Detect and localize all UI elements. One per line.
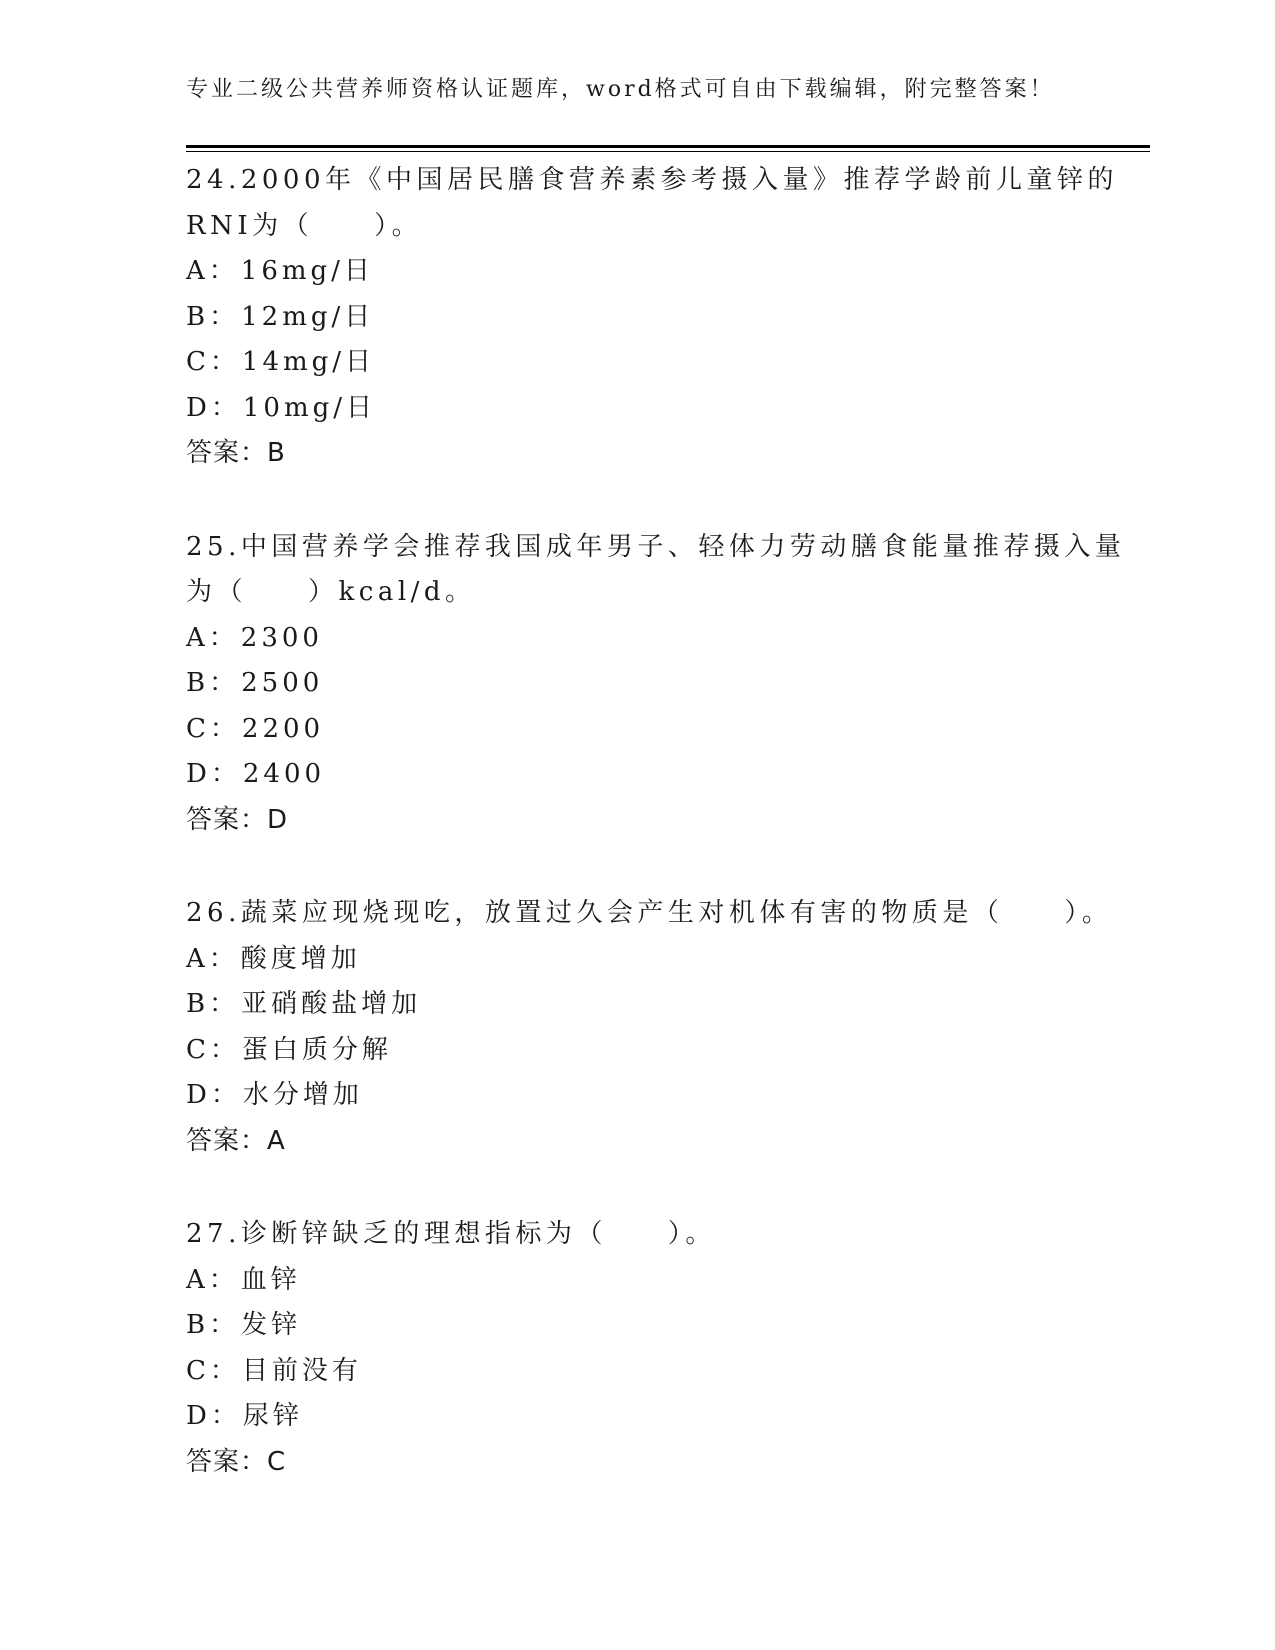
stem-line: 25.中国营养学会推荐我国成年男子、轻体力劳动膳食能量推荐摄入量 bbox=[186, 531, 1126, 562]
option-text: 酸度增加 bbox=[240, 943, 361, 974]
stem-line: 27.诊断锌缺乏的理想指标为（ ）。 bbox=[186, 1219, 716, 1249]
option-c bbox=[186, 340, 1106, 386]
option-text: 血锌 bbox=[240, 1264, 301, 1295]
option-letter: A： bbox=[186, 622, 239, 653]
question-stem bbox=[186, 891, 1113, 937]
option-letter: C： bbox=[186, 1034, 240, 1065]
option-b bbox=[186, 982, 1106, 1028]
option-text: 亚硝酸盐增加 bbox=[241, 989, 422, 1019]
option-a bbox=[186, 937, 1106, 983]
option-text: 发锌 bbox=[241, 1310, 302, 1340]
option-b bbox=[186, 1303, 1106, 1349]
option-letter: A： bbox=[186, 943, 239, 974]
question-stem bbox=[186, 1212, 1106, 1258]
option-d bbox=[186, 1394, 1106, 1440]
option-letter: B： bbox=[186, 668, 240, 698]
option-text: 2400 bbox=[242, 759, 326, 789]
question-25 bbox=[186, 525, 1126, 844]
option-c bbox=[186, 707, 1106, 753]
option-letter: D： bbox=[186, 1401, 241, 1431]
option-text: 10mg/日 bbox=[242, 392, 377, 423]
option-letter: C： bbox=[186, 347, 240, 377]
option-d bbox=[186, 386, 1106, 432]
question-24 bbox=[186, 158, 1119, 477]
option-text: 尿锌 bbox=[242, 1401, 303, 1431]
stem-line: 24.2000年《中国居民膳食营养素参考摄入量》推荐学龄前儿童锌的 bbox=[186, 165, 1119, 195]
question-26 bbox=[186, 891, 1113, 1164]
page-header: 专业二级公共营养师资格认证题库，word格式可自由下载编辑，附完整答案！ bbox=[186, 77, 1055, 102]
option-letter: D： bbox=[186, 392, 241, 423]
option-a bbox=[186, 616, 1106, 662]
option-text: 目前没有 bbox=[241, 1355, 362, 1386]
question-list bbox=[186, 158, 1126, 1485]
option-letter: B： bbox=[186, 1310, 240, 1340]
stem-line: 为（ ）kcal/d。 bbox=[186, 577, 476, 607]
option-a bbox=[186, 249, 1106, 295]
option-letter: A： bbox=[186, 1264, 239, 1295]
question-27 bbox=[186, 1212, 1106, 1485]
option-b bbox=[186, 661, 1106, 707]
answer-line: 答案：B bbox=[186, 438, 286, 468]
stem-line: RNI为（ ）。 bbox=[186, 210, 423, 241]
option-letter: D： bbox=[186, 759, 241, 789]
option-text: 2300 bbox=[240, 622, 323, 653]
option-d bbox=[186, 752, 1106, 798]
option-letter: D： bbox=[186, 1080, 241, 1110]
option-c bbox=[186, 1028, 1106, 1074]
header-rule-thin bbox=[186, 151, 1150, 152]
option-text: 16mg/日 bbox=[240, 256, 374, 286]
stem-line: 26.蔬菜应现烧现吃，放置过久会产生对机体有害的物质是（ ）。 bbox=[186, 898, 1113, 928]
option-letter: A： bbox=[186, 256, 239, 286]
option-text: 2200 bbox=[241, 713, 325, 744]
option-letter: B： bbox=[186, 989, 240, 1019]
option-b bbox=[186, 295, 1106, 341]
header-rule-thick bbox=[186, 145, 1150, 148]
answer-line: 答案：D bbox=[186, 804, 289, 835]
answer-line: 答案：C bbox=[186, 1446, 287, 1477]
option-text: 14mg/日 bbox=[241, 347, 376, 377]
option-text: 2500 bbox=[241, 668, 324, 698]
answer-line: 答案：A bbox=[186, 1125, 286, 1156]
option-text: 12mg/日 bbox=[241, 301, 375, 332]
option-text: 蛋白质分解 bbox=[241, 1034, 392, 1065]
option-letter: C： bbox=[186, 713, 240, 744]
option-c bbox=[186, 1349, 1106, 1395]
option-letter: B： bbox=[186, 301, 240, 332]
question-stem bbox=[186, 158, 1119, 249]
option-letter: C： bbox=[186, 1355, 240, 1386]
question-stem bbox=[186, 525, 1126, 616]
option-text: 水分增加 bbox=[242, 1080, 363, 1110]
option-a bbox=[186, 1258, 1106, 1304]
option-d bbox=[186, 1073, 1106, 1119]
